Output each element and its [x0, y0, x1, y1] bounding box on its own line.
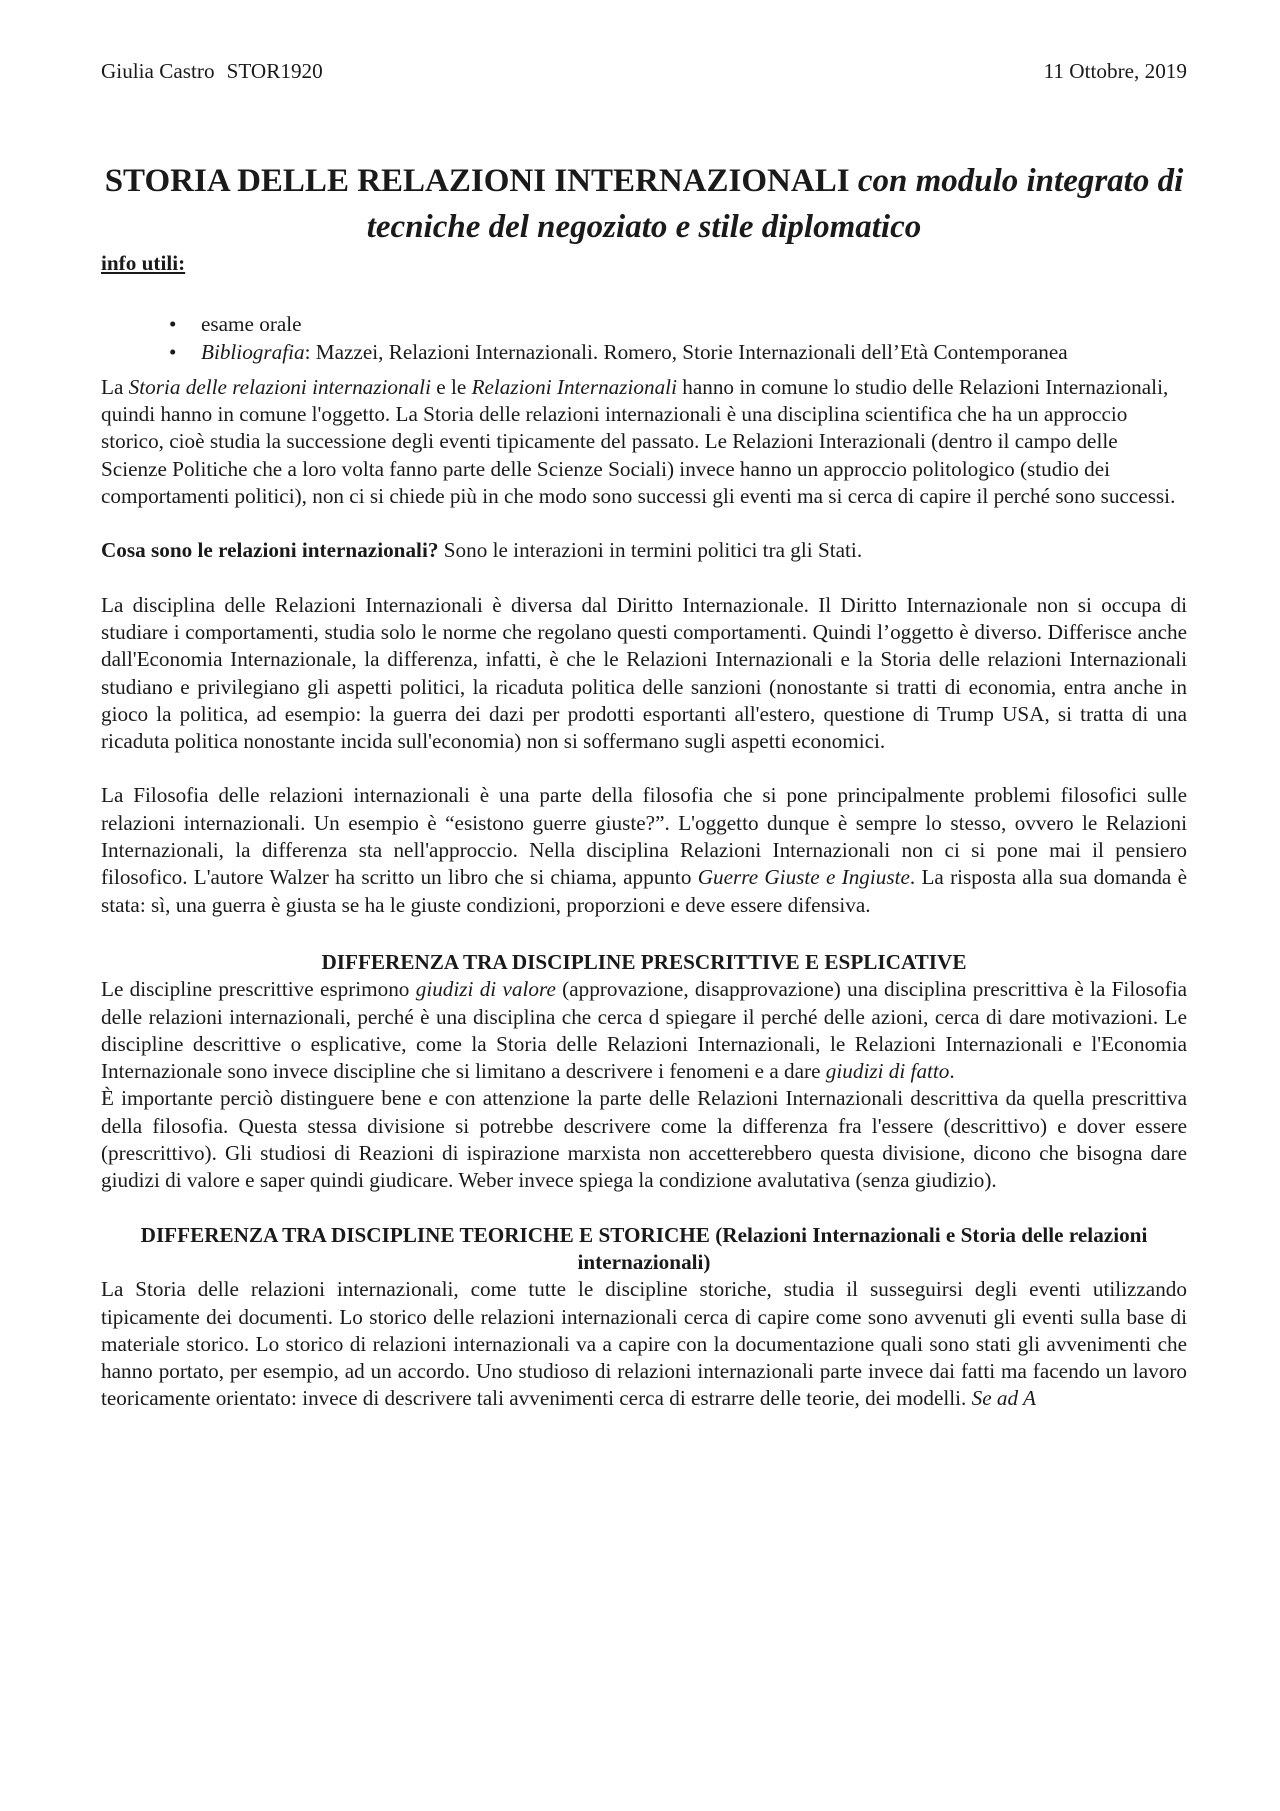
- text-run-italic: Relazioni Internazionali: [471, 374, 677, 399]
- bullet-icon: •: [169, 312, 177, 337]
- info-list: [101, 311, 1187, 366]
- text-run: e le: [430, 374, 472, 399]
- section-heading-teoriche: DIFFERENZA TRA DISCIPLINE TEORICHE E STORICHE (Relazioni Internazionali e Storia delle relazioni internazionali): [140, 1222, 1148, 1274]
- paragraph-diritto: La disciplina delle Relazioni Internazionali è diversa dal Diritto Internazionale. Il Diritto Internazionale non si occupa di studiare i comportamenti, studia solo le norme che regolano questi comportamenti. Quindi l’oggetto è diverso. Differisce anche dall'Economia Internazionale, la differenza, infatti, è che le Relazioni Internazionali e la Storia delle relazioni Internazionali studiano e privilegiano gli aspetti politici, la ricaduta politica delle sanzioni (nonostante si tratti di economia, entra anche in gioco la politica, ad esempio: la guerra dei dazi per prodotti esportanti all'estero, questione di Trump USA, si tratta di una ricaduta politica nonostante incida sull'economia) non si soffermano sugli aspetti economici.: [101, 592, 1187, 754]
- text-run-italic: Se ad A: [971, 1386, 1036, 1411]
- paragraph-distinzione: È importante perciò distinguere bene e con attenzione la parte delle Relazioni Internazionali descrittiva da quella prescrittiva della filosofia. Questa stessa divisione si potrebbe descrivere come la differenza fra l'essere (descrittivo) e dover essere (prescrittivo). Gli studiosi di Reazioni di ispirazione marxista non accetterebbero questa divisione, dicono che bisogna dare giudizi di valore e saper quindi giudicare. Weber invece spiega la condizione avalutativa (senza giudizio).: [101, 1086, 1187, 1193]
- document-title: [101, 158, 1187, 250]
- author-name: Giulia Castro: [101, 59, 215, 83]
- list-item-prefix: Bibliografia: [201, 339, 305, 364]
- list-item-text: : Mazzei, Relazioni Internazionali. Romero, Storie Internazionali dell’Età Contemporanea: [304, 339, 1068, 364]
- question-bold: Cosa sono le relazioni internazionali?: [101, 538, 439, 563]
- text-run-italic: Storia delle relazioni internazionali: [128, 374, 431, 399]
- paragraph-prescrittive: [101, 976, 1187, 1085]
- document-page: [101, 58, 1187, 1413]
- header-left: [101, 58, 323, 88]
- title-subtitle: con modulo integrato di tecniche del negoziato e stile diplomatico: [366, 163, 1184, 245]
- text-run: La Storia delle relazioni internazionali, come tutte le discipline storiche, studia il susseguirsi degli eventi utilizzando tipicamente dei documenti. Lo storico delle relazioni internazionali cerca di capire come sono avvenuti gli eventi sulla base di materiale storico. Lo storico di relazioni internazionali va a capire con la documentazione quali sono stati gli avvenimenti che hanno portato, per esempio, ad un accordo. Uno studioso di relazioni internazionali parte invece dai fatti ma facendo un lavoro teoricamente orientato: invece di descrivere tali avvenimenti cerca di estrarre delle teorie, dei modelli.: [101, 1277, 1187, 1411]
- section-heading-prescrittive: DIFFERENZA TRA DISCIPLINE PRESCRITTIVE E ESPLICATIVE: [321, 949, 967, 974]
- info-label: info utili:: [101, 251, 186, 275]
- list-item-text: esame orale: [201, 312, 302, 337]
- book-title: Guerre Giuste e Ingiuste: [697, 865, 910, 890]
- answer-text: Sono le interazioni in termini politici tra gli Stati.: [438, 538, 863, 563]
- text-run-italic: giudizi di valore: [415, 977, 556, 1002]
- text-run: Le discipline prescrittive esprimono: [101, 977, 416, 1002]
- text-run: La: [101, 374, 129, 399]
- paragraph-question: [101, 537, 1187, 564]
- text-run: . La risposta alla sua domanda è stata: sì, una guerra è giusta se ha le giuste condizioni, proporzioni e deve essere difensiva.: [101, 865, 1188, 917]
- bullet-icon: •: [169, 339, 177, 364]
- title-main: STORIA DELLE RELAZIONI INTERNAZIONALI: [104, 163, 850, 199]
- list-item: [101, 339, 1187, 366]
- paragraph-intro: [101, 374, 1187, 510]
- list-item: [101, 311, 1187, 338]
- text-run: .: [949, 1059, 955, 1084]
- paragraph-filosofia: [101, 782, 1187, 918]
- text-run: (approvazione, disapprovazione) una disciplina prescrittiva è la Filosofia delle relazioni internazionali, perché è una disciplina che cerca d spiegare il perché delle azioni, cerca di dare motivazioni. Le discipline descrittive o esplicative, come la Storia delle Relazioni Internazionali, le Relazioni Internazionali e l'Economia Internazionale sono invece discipline che si limitano a descrivere i fenomeni e a dare: [101, 977, 1187, 1084]
- text-run-italic: giudizi di fatto: [825, 1059, 950, 1084]
- text-run: hanno in comune lo studio delle Relazioni Internazionali, quindi hanno in comune l'oggetto. La Storia delle relazioni internazionali è una disciplina scientifica che ha un approccio storico, cioè studia la successione degli eventi tipicamente del passato. Le Relazioni Interazionali (dentro il campo delle Scienze Politiche che a loro volta fanno parte delle Scienze Sociali) invece hanno un approccio politologico (studio dei comportamenti politici), non ci si chiede più in che modo sono successi gli eventi ma si cerca di capire il perché sono successi.: [101, 374, 1176, 509]
- paragraph-teoriche: [101, 1276, 1187, 1412]
- header-date: 11 Ottobre, 2019: [1043, 59, 1187, 83]
- course-code: STOR1920: [226, 59, 323, 83]
- text-run: La Filosofia delle relazioni internazionali è una parte della filosofia che si pone principalmente problemi filosofici sulle relazioni internazionali. Un esempio è “esistono guerre giuste?”. L'oggetto dunque è sempre lo stesso, ovvero le Relazioni Internazionali, la differenza sta nell'approccio. Nella disciplina Relazioni Internazionali non ci si pone mai il pensiero filosofico. L'autore Walzer ha scritto un libro che si chiama, appunto: [101, 783, 1187, 890]
- page-header: [101, 58, 1187, 88]
